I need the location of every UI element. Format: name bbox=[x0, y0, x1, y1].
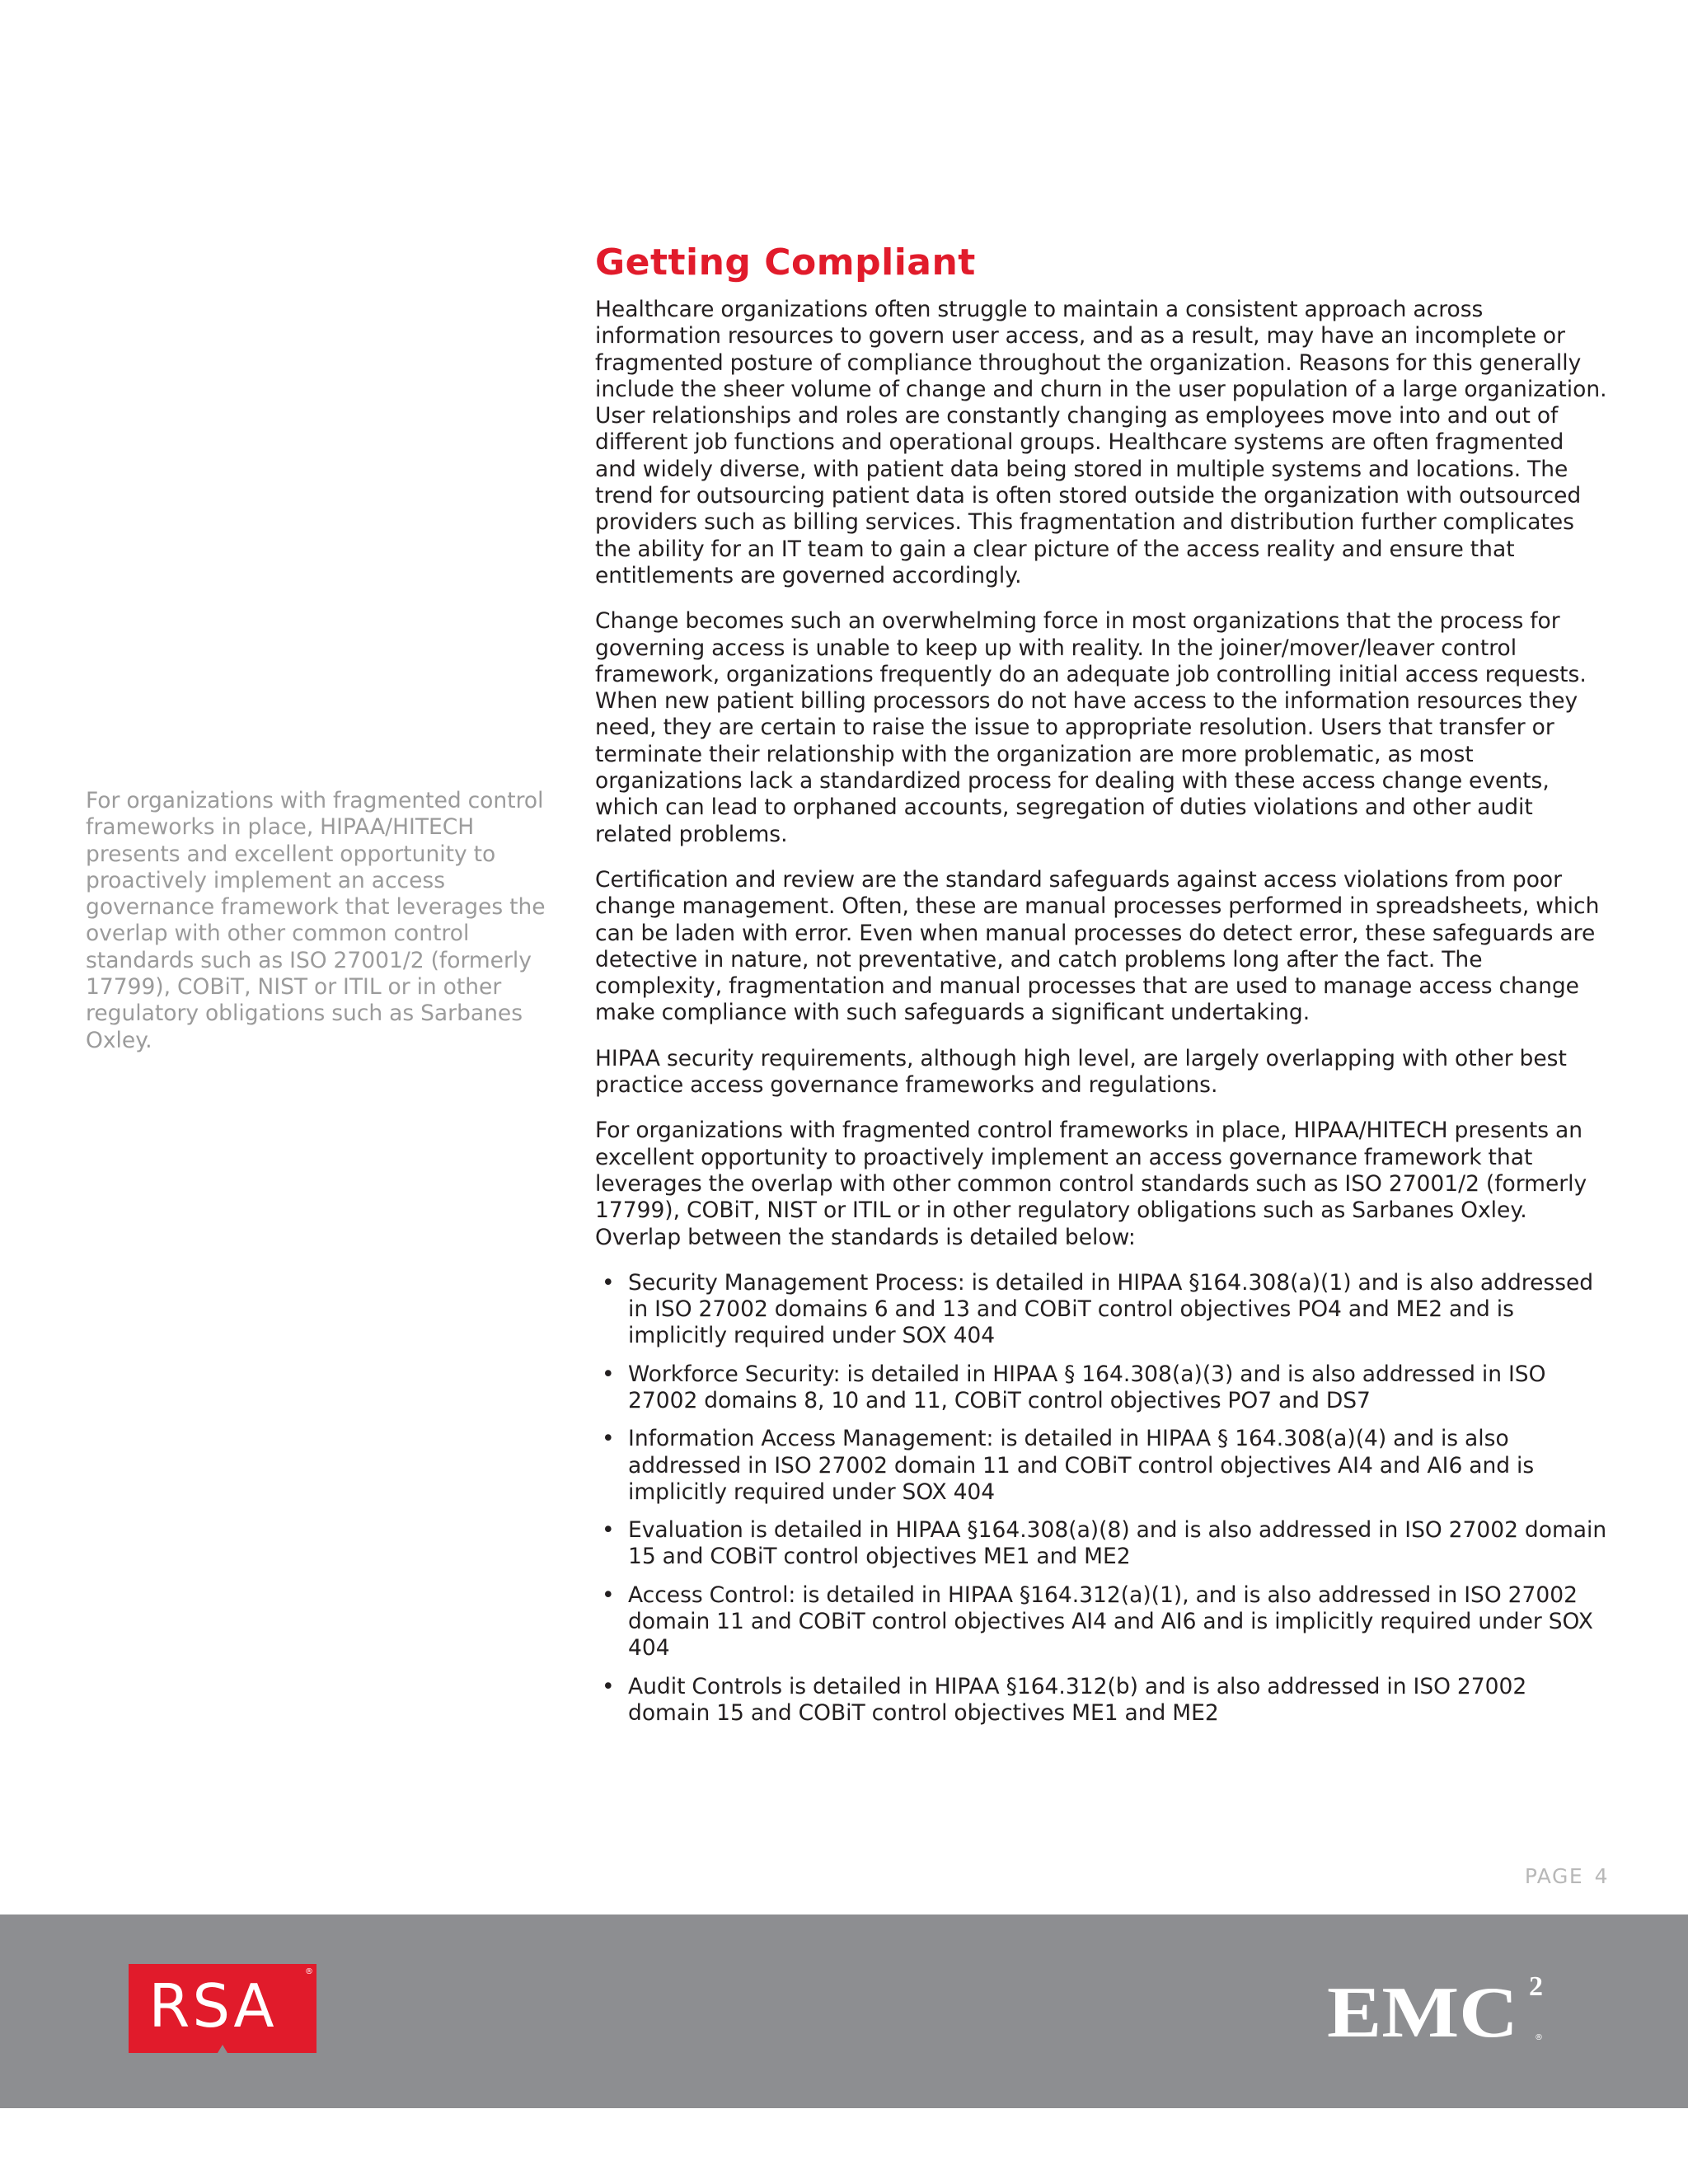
emc-registered-mark: ® bbox=[1535, 2033, 1543, 2042]
bullet-icon: • bbox=[602, 1426, 615, 1452]
bullet-icon: • bbox=[602, 1517, 615, 1544]
list-item-text: Audit Controls is detailed in HIPAA §164.312(b) and is also addressed in ISO 27002 domain 15 and COBiT control objectives ME1 and ME2 bbox=[628, 1673, 1527, 1726]
rsa-logo-text: RSA bbox=[148, 1971, 277, 2041]
list-item bbox=[595, 1517, 1611, 1571]
list-item-text: Workforce Security: is detailed in HIPAA § 164.308(a)(3) and is also addressed in ISO 27002 domains 8, 10 and 11, COBiT control objectives PO7 and DS7 bbox=[628, 1361, 1546, 1413]
list-item bbox=[595, 1361, 1611, 1415]
main-content bbox=[595, 239, 1611, 1738]
standards-overlap-list bbox=[595, 1270, 1611, 1727]
list-item bbox=[595, 1270, 1611, 1350]
bullet-icon: • bbox=[602, 1269, 615, 1296]
emc-superscript: 2 bbox=[1529, 1971, 1543, 2002]
list-item-text: Security Management Process: is detailed in HIPAA §164.308(a)(1) and is also addressed in ISO 27002 domains 6 and 13 and COBiT control objectives PO4 and ME2 and is implicitly required under SOX 404 bbox=[628, 1269, 1594, 1349]
list-item bbox=[595, 1582, 1611, 1662]
list-item bbox=[595, 1674, 1611, 1727]
list-item bbox=[595, 1426, 1611, 1506]
bullet-icon: • bbox=[602, 1582, 615, 1608]
list-item-text: Access Control: is detailed in HIPAA §164.312(a)(1), and is also addressed in ISO 27002 domain 11 and COBiT control objectives AI4 and AI6 and is implicitly required under SOX 404 bbox=[628, 1582, 1593, 1661]
page-number: PAGE 4 bbox=[1524, 1864, 1609, 1888]
bullet-icon: • bbox=[602, 1673, 615, 1699]
paragraph-3: Certification and review are the standard safeguards against access violations from poor change management. Often, these are manual processes performed in spreadsheets, which can be laden with error. Even when manual processes do detect error, these safeguards are detective in nature, not preventative, and catch problems long after the fact. The complexity, fragmentation and manual processes that are used to manage access change make compliance with such safeguards a significant undertaking. bbox=[595, 866, 1600, 1026]
footer-band bbox=[0, 1915, 1688, 2108]
paragraph-2: Change becomes such an overwhelming force in most organizations that the process for governing access is unable to keep up with reality. In the joiner/mover/leaver control framework, organizations frequently do an adequate job controlling initial access requests. When new patient billing processors do not have access to the information resources they need, they are certain to raise the issue to appropriate resolution. Users that transfer or terminate their relationship with the organization are more problematic, as most organizations lack a standardized process for dealing with these access change events, which can lead to orphaned accounts, segregation of duties violations and other audit related problems. bbox=[595, 608, 1587, 847]
list-item-text: Information Access Management: is detailed in HIPAA § 164.308(a)(4) and is also addressed in ISO 27002 domain 11 and COBiT control objectives AI4 and AI6 and is implicitly required under SOX 404 bbox=[628, 1426, 1535, 1505]
emc-logo-text: EMC bbox=[1327, 1973, 1518, 2046]
list-item-text: Evaluation is detailed in HIPAA §164.308(a)(8) and is also addressed in ISO 27002 domain 15 and COBiT control objectives ME1 and ME2 bbox=[628, 1517, 1607, 1570]
rsa-registered-mark: ® bbox=[305, 1967, 313, 1976]
paragraph-4: HIPAA security requirements, although high level, are largely overlapping with other best practice access governance frameworks and regulations. bbox=[595, 1045, 1567, 1099]
rsa-logo bbox=[129, 1964, 316, 2053]
bullet-icon: • bbox=[602, 1361, 615, 1387]
paragraph-1: Healthcare organizations often struggle to maintain a consistent approach across information resources to govern user access, and as a result, may have an incomplete or fragmented posture of compliance throughout the organization. Reasons for this generally include the sheer volume of change and churn in the user population of a large organization. User relationships and roles are constantly changing as employees move into and out of different job functions and operational groups. Healthcare systems are often fragmented and widely diverse, with patient data being stored in multiple systems and locations. The trend for outsourcing patient data is often stored outside the organization with outsourced providers such as billing services. This fragmentation and distribution further complicates the ability for an IT team to gain a clear picture of the access reality and ensure that entitlements are governed accordingly. bbox=[595, 297, 1607, 588]
section-title: Getting Compliant bbox=[595, 241, 976, 284]
paragraph-5: For organizations with fragmented control frameworks in place, HIPAA/HITECH presents an excellent opportunity to proactively implement an access governance framework that leverages the overlap with other common control standards such as ISO 27001/2 (formerly 17799), COBiT, NIST or ITIL or in other regulatory obligations such as Sarbanes Oxley. Overlap between the standards is detailed below: bbox=[595, 1118, 1587, 1250]
emc-logo bbox=[1327, 1964, 1550, 2046]
sidebar-pull-quote: For organizations with fragmented control frameworks in place, HIPAA/HITECH presents and excellent opportunity to proactively implement an access governance framework that leverages the overlap with other common control standards such as ISO 27001/2 (formerly 17799), COBiT, NIST or ITIL or in other regulatory obligations such as Sarbanes Oxley. bbox=[86, 788, 546, 1053]
